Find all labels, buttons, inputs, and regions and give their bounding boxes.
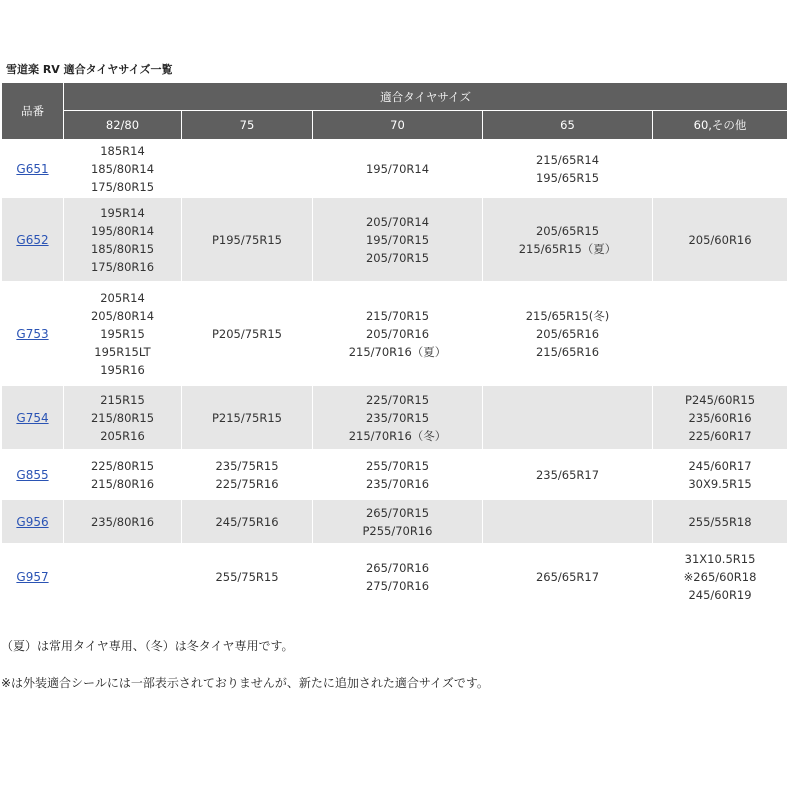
tire-size: 31X10.5R15	[684, 551, 756, 566]
size-82-80-cell	[64, 544, 182, 610]
tire-size: 275/70R16	[365, 578, 430, 593]
tire-size: 235/70R15	[365, 410, 430, 425]
size-60-other-cell	[653, 282, 787, 386]
size-60-other-cell	[653, 386, 787, 450]
new-size-note: ※は外装適合シールには一部表示されておりませんが、新たに追加された適合サイズです。	[1, 676, 489, 690]
tire-size: 225/70R15	[365, 392, 430, 407]
column-header-65: 65	[483, 111, 653, 140]
tire-size: 255/55R18	[688, 514, 752, 529]
product-link-g855[interactable]: G855	[16, 467, 49, 482]
tire-size: 235/70R16	[365, 476, 430, 491]
size-82-80-cell	[64, 450, 182, 500]
page-title: 雪道楽 RV 適合タイヤサイズ一覧	[6, 63, 173, 76]
tire-size: 215/65R14	[535, 152, 600, 167]
tire-size: 235/75R15	[215, 458, 279, 473]
size-70-cell	[313, 140, 483, 198]
tire-size: 245/60R19	[688, 587, 752, 602]
tire-size: 215/65R15(冬)	[525, 308, 610, 323]
size-65-cell	[483, 282, 653, 386]
product-code-cell	[2, 500, 64, 544]
tire-size: 195/70R14	[365, 161, 430, 176]
tire-size: P205/75R15	[211, 326, 283, 341]
tire-size: 255/75R15	[215, 569, 279, 584]
tire-size: 235/60R16	[688, 410, 752, 425]
product-code-cell	[2, 386, 64, 450]
product-code-cell	[2, 544, 64, 610]
tire-size: ※265/60R18	[683, 569, 757, 584]
size-75-cell	[182, 544, 313, 610]
column-header-82-80: 82/80	[64, 111, 182, 140]
table-row	[2, 140, 787, 198]
tire-size: P245/60R15	[685, 392, 756, 407]
tire-size: 205/70R15	[365, 250, 430, 265]
tire-size: 215/70R15	[365, 308, 430, 323]
tire-size: 195R14	[100, 205, 145, 220]
size-82-80-cell	[64, 500, 182, 544]
size-82-80-cell	[64, 198, 182, 282]
size-65-cell	[483, 544, 653, 610]
size-82-80-cell	[64, 282, 182, 386]
tire-size: 175/80R16	[90, 259, 155, 274]
product-code-cell	[2, 140, 64, 198]
size-82-80-cell	[64, 386, 182, 450]
table-body	[2, 140, 787, 610]
size-75-cell	[182, 282, 313, 386]
tire-size: 205/65R15	[535, 223, 600, 238]
tire-size: 245/60R17	[688, 458, 752, 473]
tire-size: 185/80R14	[90, 161, 155, 176]
column-header-60-other: 60,その他	[653, 111, 787, 140]
tire-size: 185R14	[100, 143, 145, 158]
size-60-other-cell	[653, 544, 787, 610]
tire-size: 215/65R16	[535, 344, 600, 359]
tire-size: P255/70R16	[362, 523, 433, 538]
product-link-g956[interactable]: G956	[16, 514, 49, 529]
size-75-cell	[182, 140, 313, 198]
tire-size-table	[1, 82, 787, 610]
tire-size: 225/60R17	[688, 428, 752, 443]
table-row	[2, 198, 787, 282]
product-link-g957[interactable]: G957	[16, 569, 49, 584]
product-link-g753[interactable]: G753	[16, 326, 49, 341]
product-code-cell	[2, 450, 64, 500]
size-65-cell	[483, 500, 653, 544]
size-70-cell	[313, 386, 483, 450]
tire-size: P195/75R15	[211, 232, 283, 247]
size-60-other-cell	[653, 450, 787, 500]
product-link-g651[interactable]: G651	[16, 161, 49, 176]
tire-size: 215/80R15	[90, 410, 155, 425]
size-82-80-cell	[64, 140, 182, 198]
size-60-other-cell	[653, 140, 787, 198]
size-75-cell	[182, 386, 313, 450]
size-75-cell	[182, 450, 313, 500]
tire-size: 225/75R16	[215, 476, 279, 491]
tire-size: 195R16	[100, 362, 145, 377]
table-row	[2, 386, 787, 450]
product-code-header: 品番	[2, 83, 64, 140]
size-65-cell	[483, 386, 653, 450]
product-code-cell	[2, 282, 64, 386]
table-row	[2, 500, 787, 544]
tire-size: 175/80R15	[90, 179, 155, 194]
size-75-cell	[182, 198, 313, 282]
size-70-cell	[313, 198, 483, 282]
tire-size: 205/60R16	[688, 232, 752, 247]
tire-size: 205/70R14	[365, 214, 430, 229]
size-75-cell	[182, 500, 313, 544]
tire-size: 235/65R17	[535, 467, 600, 482]
size-65-cell	[483, 198, 653, 282]
tire-size: 30X9.5R15	[688, 476, 752, 491]
tire-size: 195/80R14	[90, 223, 155, 238]
size-65-cell	[483, 140, 653, 198]
product-code-cell	[2, 198, 64, 282]
tire-size: 205/70R16	[365, 326, 430, 341]
tire-size: P215/75R15	[211, 410, 283, 425]
size-60-other-cell	[653, 500, 787, 544]
season-note: （夏）は常用タイヤ専用、（冬）は冬タイヤ専用です。	[1, 639, 294, 653]
tire-size: 195R15LT	[94, 344, 151, 359]
tire-size: 185/80R15	[90, 241, 155, 256]
table-row	[2, 450, 787, 500]
column-header-70: 70	[313, 111, 483, 140]
size-70-cell	[313, 544, 483, 610]
tire-size: 215/65R15（夏）	[518, 241, 617, 256]
tire-size: 245/75R16	[215, 514, 279, 529]
tire-size: 205R14	[100, 290, 145, 305]
product-link-g652[interactable]: G652	[16, 232, 49, 247]
tire-size: 265/70R16	[365, 560, 430, 575]
compatible-size-header: 適合タイヤサイズ	[64, 83, 787, 111]
tire-size: 195/70R15	[365, 232, 430, 247]
tire-size: 195/65R15	[535, 170, 600, 185]
tire-size: 265/70R15	[365, 505, 430, 520]
tire-size: 205/65R16	[535, 326, 600, 341]
tire-size: 205/80R14	[90, 308, 155, 323]
table-row	[2, 282, 787, 386]
size-65-cell	[483, 450, 653, 500]
size-70-cell	[313, 450, 483, 500]
tire-size: 195R15	[100, 326, 145, 341]
table-row	[2, 544, 787, 610]
product-link-g754[interactable]: G754	[16, 410, 49, 425]
tire-size: 215/70R16（冬）	[348, 428, 447, 443]
tire-size: 215/70R16（夏）	[348, 344, 447, 359]
size-60-other-cell	[653, 198, 787, 282]
tire-size: 235/80R16	[90, 514, 155, 529]
tire-size: 255/70R15	[365, 458, 430, 473]
tire-size: 215R15	[100, 392, 145, 407]
tire-size: 265/65R17	[535, 569, 600, 584]
tire-size: 215/80R16	[90, 476, 155, 491]
size-70-cell	[313, 500, 483, 544]
column-header-75: 75	[182, 111, 313, 140]
size-70-cell	[313, 282, 483, 386]
tire-size: 225/80R15	[90, 458, 155, 473]
tire-size: 205R16	[100, 428, 145, 443]
